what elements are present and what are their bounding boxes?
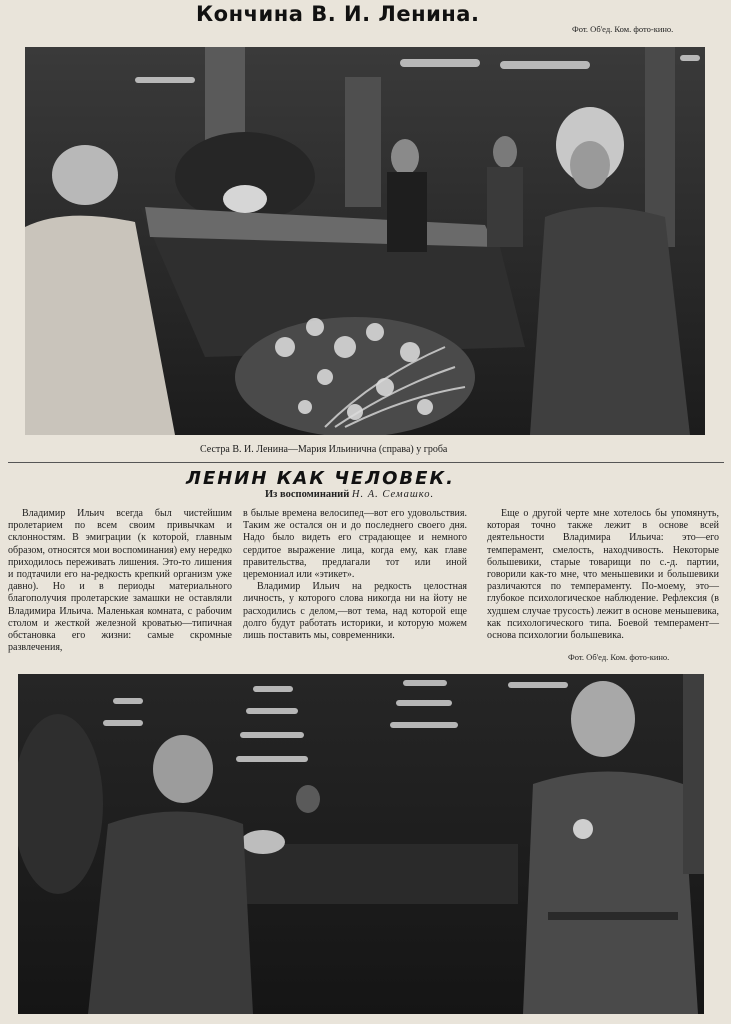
byline-prefix: Из воспоминаний <box>265 489 350 500</box>
section-divider <box>8 462 724 463</box>
page-title: Кончина В. И. Ленина. <box>196 2 480 26</box>
column-2-paragraph-2: Владимир Ильич на редкость целостная личность, у которого слова никогда ни на йоту не расходились с делом,—вот тема, над которой еще долго будут работать историки, и которую можем лишь поставить мы, современники. <box>243 581 467 642</box>
article-column-1 <box>8 508 232 654</box>
bottom-photograph <box>18 674 704 1014</box>
article-byline <box>265 489 434 500</box>
bottom-photo-image <box>18 674 704 1014</box>
column-3-paragraph: Еще о другой черте мне хотелось бы упомянуть, которая точно также лежит в основе всей деятельности Владимира Ильича: это—его темперамент, смелость, находчивость. Некоторые большевики, старые товарищи по с.-д. партии, говорили как-то мне, что меньшевики и большевики различаются по темпераменту. По-моему, это—глубокое психологическое наблюдение. Рефлексия (в худшем случае трусость) лежит в основе меньшевика, как психологического типа. Боевой темперамент—основа психологии большевика. <box>487 508 719 642</box>
column-2-paragraph-1: в былые времена велосипед—вот его удовольствия. Таким же остался он и до последнего своего дня. Надо было видеть его страдающее и немного сердитое выражение лица, когда ему, как главе правительства, предлагали тот или иной церемониал или «этикет». <box>243 508 467 581</box>
top-photograph <box>25 47 705 435</box>
article-heading: ЛЕНИН КАК ЧЕЛОВЕК. <box>186 468 455 489</box>
article-column-3 <box>487 508 719 642</box>
column-1-paragraph: Владимир Ильич всегда был чистейшим пролетарием по всем своим привычкам и склонностям. В эмиграции (к которой, главным образом, относятся мои воспоминания) ему нередко приходилось переживать лишения. Это-то лишения и подтачили его на-редкость крепкий организм уже давно). Но и в периоды материального благополучия пролетарские замашки не оставляли Владимира Ильича. Маленькая комната, с рабочим столом и жесткой железной кроватью—типичная обстановка его жизни: самые скромные развлечения, <box>8 508 232 654</box>
byline-author: Н. А. Семашко. <box>351 489 435 500</box>
photo-credit-top: Фот. Об'ед. Ком. фото-кино. <box>572 24 674 34</box>
top-photo-caption: Сестра В. И. Ленина—Мария Ильинична (справа) у гроба <box>200 444 448 455</box>
top-photo-image <box>25 47 705 435</box>
article-column-2 <box>243 508 467 642</box>
photo-credit-bottom: Фот. Об'ед. Ком. фото-кино. <box>568 652 670 662</box>
